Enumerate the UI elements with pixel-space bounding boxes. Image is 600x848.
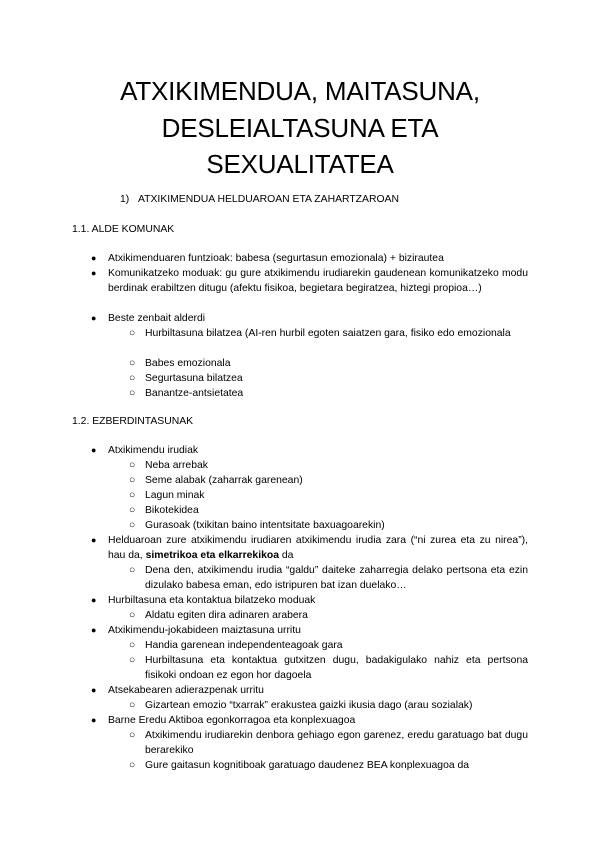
bullet: ● (91, 685, 97, 695)
sub-bullet: ○ (129, 460, 136, 471)
bullet: ● (91, 268, 97, 278)
list-subitem: Segurtasuna bilatzea (145, 373, 243, 384)
title-line-1: ATXIKIMENDUA, MAITASUNA, (120, 76, 480, 106)
list-subitem: Neba arrebak (145, 460, 208, 471)
list-item: Atxikimendu-jokabideen maiztasuna urritu (108, 625, 301, 636)
list-subitem: Hurbiltasuna bilatzea (AI-ren hurbil egoten saiatzen gara, fisiko edo emozionala (145, 328, 511, 339)
list-item: Hurbiltasuna eta kontaktua bilatzeko moduak (108, 595, 316, 606)
text-run: da (279, 550, 294, 561)
bullet: ● (91, 625, 97, 635)
section-number: 1) (120, 194, 130, 205)
list-item: Atxikimenduaren funtzioak: babesa (segurtasun emozionala) + bizirautea (108, 253, 444, 264)
sub-bullet: ○ (129, 358, 136, 369)
sub-bullet: ○ (129, 760, 136, 771)
subsection-heading-ezberdintasunak: 1.2. EZBERDINTASUNAK (72, 416, 194, 427)
list-item: Atsekabearen adierazpenak urritu (108, 685, 264, 696)
list-item: Beste zenbait alderdi (108, 313, 206, 324)
list-subitem: Bikotekidea (145, 505, 199, 516)
bullet: ● (91, 313, 97, 323)
text-run: Helduaroan zure atxikimendu irudiaren atxikimendu irudia zara (“ni zurea eta zu nirea”), hau da, (108, 535, 528, 561)
sub-bullet: ○ (129, 490, 136, 501)
list-subitem: Gure gaitasun kognitiboak garatuago daudenez BEA konplexuagoa da (145, 760, 470, 771)
document-title (70, 73, 530, 183)
bullet: ● (91, 253, 97, 263)
list-subitem: Babes emozionala (145, 358, 231, 369)
sub-bullet: ○ (129, 505, 136, 516)
list-subitem: Seme alabak (zaharrak garenean) (145, 475, 303, 486)
list-subitem: Lagun minak (145, 490, 205, 501)
sub-bullet: ○ (129, 475, 136, 486)
sub-bullet: ○ (129, 520, 136, 531)
bold-text: simetrikoa eta elkarrekikoa (145, 550, 279, 561)
sub-bullet: ○ (129, 640, 136, 651)
sub-bullet: ○ (129, 610, 136, 621)
sub-bullet: ○ (129, 655, 136, 666)
sub-bullet: ○ (129, 700, 136, 711)
list-subitem: Aldatu egiten dira adinaren arabera (145, 610, 308, 621)
title-line-3: SEXUALITATEA (206, 149, 394, 179)
title-line-2: DESLEIALTASUNA ETA (161, 112, 439, 143)
subsection-heading-alde-komunak: 1.1. ALDE KOMUNAK (72, 224, 175, 235)
section-heading: ATXIKIMENDUA HELDUAROAN ETA ZAHARTZAROAN (138, 194, 399, 205)
list-subitem: Dena den, atxikimendu irudia “galdu” daiteke zaharregia delako pertsona eta ezin dizulako babesa eman, edo istripuren bat izan duelako… (145, 565, 528, 591)
sub-bullet: ○ (129, 328, 136, 339)
bullet: ● (91, 715, 97, 725)
list-item: Barne Eredu Aktiboa egonkorragoa eta konplexuagoa (108, 715, 356, 726)
list-subitem: Hurbiltasuna eta kontaktua gutxitzen dugu, badakigulako nahiz eta pertsona fisikoki ondoan ez egon hor dagoela (145, 655, 528, 681)
list-item (108, 533, 528, 563)
list-item: Komunikatzeko moduak: gu gure atxikimendu irudiarekin gaudenean komunikatzeko modu berdinak erabiltzen ditugu (afektu fisikoa, begietara begiratzea, hiztegi propioa…) (108, 268, 528, 294)
sub-bullet: ○ (129, 730, 136, 741)
list-subitem: Gizartean emozio “txarrak” erakustea gaizki ikusia dago (arau sozialak) (145, 700, 473, 711)
bullet: ● (91, 445, 97, 455)
list-subitem: Handia garenean independenteagoak gara (145, 640, 343, 651)
sub-bullet: ○ (129, 373, 136, 384)
sub-bullet: ○ (129, 565, 136, 576)
list-subitem: Atxikimendu irudiarekin denbora gehiago egon garenez, eredu garatuago bat dugu berarekiko (145, 730, 528, 756)
bullet: ● (91, 535, 97, 545)
list-subitem: Gurasoak (txikitan baino intentsitate baxuagoarekin) (145, 520, 385, 531)
list-item: Atxikimendu irudiak (108, 445, 199, 456)
list-subitem: Banantze-antsietatea (145, 388, 244, 399)
bullet: ● (91, 595, 97, 605)
sub-bullet: ○ (129, 388, 136, 399)
